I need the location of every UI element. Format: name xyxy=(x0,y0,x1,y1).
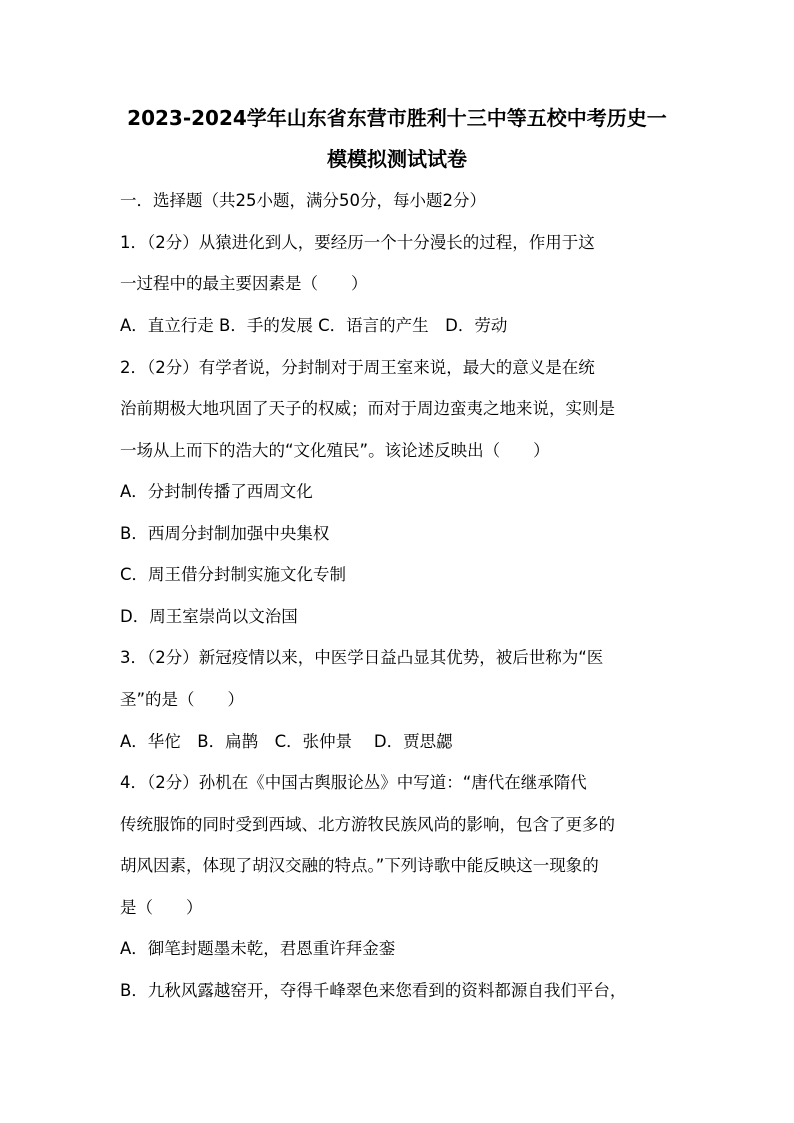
question-3-options: A．华佗 B．扁鹊 C．张仲景 D．贾思勰 xyxy=(120,732,453,751)
question-4-text-line-3: 胡风因素，体现了胡汉交融的特点。”下列诗歌中能反映这一现象的 xyxy=(120,856,599,875)
question-1-text-line-2: 一过程中的最主要因素是（ ） xyxy=(120,274,368,293)
exam-title-line-1: 2023-2024学年山东省东营市胜利十三中等五校中考历史一 xyxy=(127,106,667,130)
question-3-text-line-2: 圣”的是（ ） xyxy=(120,690,245,709)
question-4-text-line-4: 是（ ） xyxy=(120,898,203,917)
question-2-text-line-2: 治前期极大地巩固了天子的权威；而对于周边蛮夷之地来说，实则是 xyxy=(120,399,615,418)
question-2-option-c: C．周王借分封制实施文化专制 xyxy=(120,565,347,584)
question-4-option-a: A．御笔封题墨未乾，君恩重许拜金銮 xyxy=(120,939,396,958)
exam-title-line-2: 模模拟测试试卷 xyxy=(327,147,467,171)
section-header: 一．选择题（共25小题，满分50分，每小题2分） xyxy=(120,191,486,210)
question-4-option-b: B．九秋风露越窑开，夺得千峰翠色来您看到的资料都源自我们平台， xyxy=(120,981,627,1000)
question-2-option-a: A．分封制传播了西周文化 xyxy=(120,482,313,501)
question-4-text-line-1: 4．（2分）孙机在《中国古舆服论丛》中写道：“唐代在继承隋代 xyxy=(120,773,587,792)
question-1-options: A．直立行走 B．手的发展 C．语言的产生 D．劳动 xyxy=(120,316,508,335)
question-2-option-d: D．周王室崇尚以文治国 xyxy=(120,607,298,626)
question-3-text-line-1: 3．（2分）新冠疫情以来，中医学日益凸显其优势，被后世称为“医 xyxy=(120,648,604,667)
question-1-text-line-1: 1．（2分）从猿进化到人，要经历一个十分漫长的过程，作用于这 xyxy=(120,233,595,252)
question-2-text-line-3: 一场从上而下的浩大的“文化殖民”。该论述反映出（ ） xyxy=(120,441,550,460)
question-2-option-b: B．西周分封制加强中央集权 xyxy=(120,524,330,543)
question-4-text-line-2: 传统服饰的同时受到西域、北方游牧民族风尚的影响，包含了更多的 xyxy=(120,815,615,834)
question-2-text-line-1: 2．（2分）有学者说，分封制对于周王室来说，最大的意义是在统 xyxy=(120,358,595,377)
